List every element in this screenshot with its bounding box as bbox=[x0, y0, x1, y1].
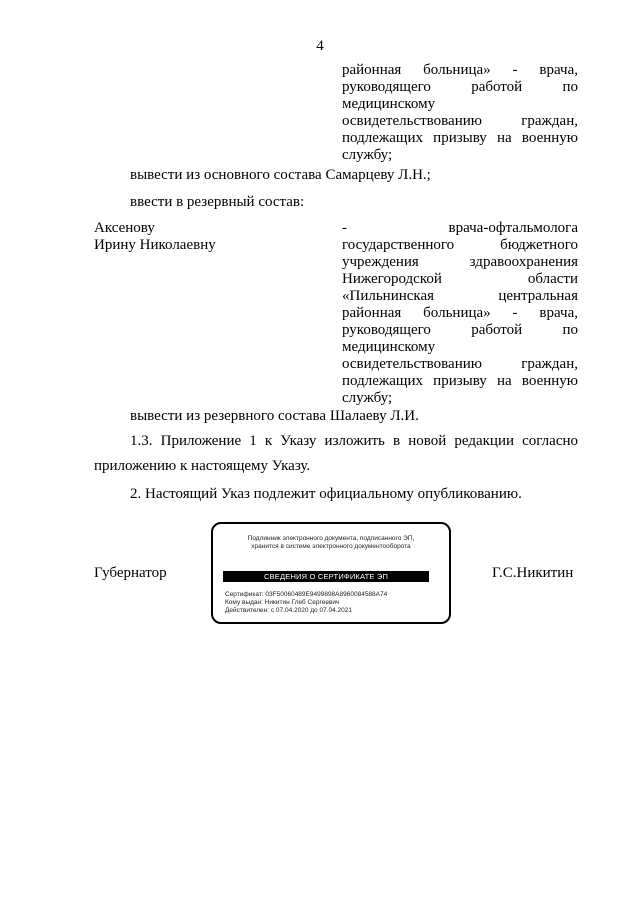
description-line: руководящего работой по bbox=[342, 79, 578, 95]
description-line: освидетельствованию граждан, bbox=[342, 113, 578, 129]
person-given-names: Ирину Николаевну bbox=[94, 237, 216, 253]
item-2-line: 2. Настоящий Указ подлежит официальному опубликованию. bbox=[130, 486, 522, 502]
person-surname: Аксенову bbox=[94, 220, 155, 236]
item-1-3-line1: 1.3. Приложение 1 к Указу изложить в новой редакции согласно bbox=[130, 433, 578, 449]
page-number: 4 bbox=[316, 38, 324, 54]
stamp-note-line: Подлинник электронного документа, подписанного ЭП, bbox=[247, 535, 415, 542]
description-line: - врача-офтальмолога bbox=[342, 220, 578, 236]
description-line: подлежащих призыву на военную bbox=[342, 373, 578, 389]
description-line: службу; bbox=[342, 147, 393, 163]
position-description-continued bbox=[342, 62, 578, 164]
description-line: службу; bbox=[342, 390, 393, 406]
description-line: руководящего работой по bbox=[342, 322, 578, 338]
add-reserve-line: ввести в резервный состав: bbox=[130, 194, 305, 210]
stamp-issued-to: Кому выдан: Никитин Глеб Сергеевич bbox=[225, 599, 340, 606]
item-1-3-line2: приложению к настоящему Указу. bbox=[94, 458, 311, 474]
description-line: освидетельствованию граждан, bbox=[342, 356, 578, 372]
stamp-validity: Действителен: с 07.04.2020 до 07.04.2021 bbox=[225, 607, 353, 614]
stamp-certificate: Сертификат: 03F50060489E9499898A8960084588A74 bbox=[225, 591, 388, 598]
description-line: государственного бюджетного bbox=[342, 237, 578, 253]
signatory-name: Г.С.Никитин bbox=[492, 565, 574, 581]
description-line: учреждения здравоохранения bbox=[342, 254, 578, 270]
description-line: медицинскому bbox=[342, 339, 436, 355]
description-line: медицинскому bbox=[342, 96, 436, 112]
description-line: подлежащих призыву на военную bbox=[342, 130, 578, 146]
remove-main-line: вывести из основного состава Самарцеву Л.Н.; bbox=[130, 167, 431, 183]
stamp-note-line: хранится в системе электронного документооборота bbox=[251, 543, 411, 550]
description-line: Нижегородской области bbox=[342, 271, 578, 287]
position-description bbox=[342, 220, 578, 407]
e-signature-stamp bbox=[211, 522, 451, 624]
description-line: «Пильнинская центральная bbox=[342, 288, 578, 304]
description-line: районная больница» - врача, bbox=[342, 62, 578, 78]
stamp-header: СВЕДЕНИЯ О СЕРТИФИКАТЕ ЭП bbox=[223, 571, 429, 582]
remove-reserve-line: вывести из резервного состава Шалаеву Л.И. bbox=[130, 408, 419, 424]
description-line: районная больница» - врача, bbox=[342, 305, 578, 321]
signatory-position: Губернатор bbox=[94, 565, 167, 581]
